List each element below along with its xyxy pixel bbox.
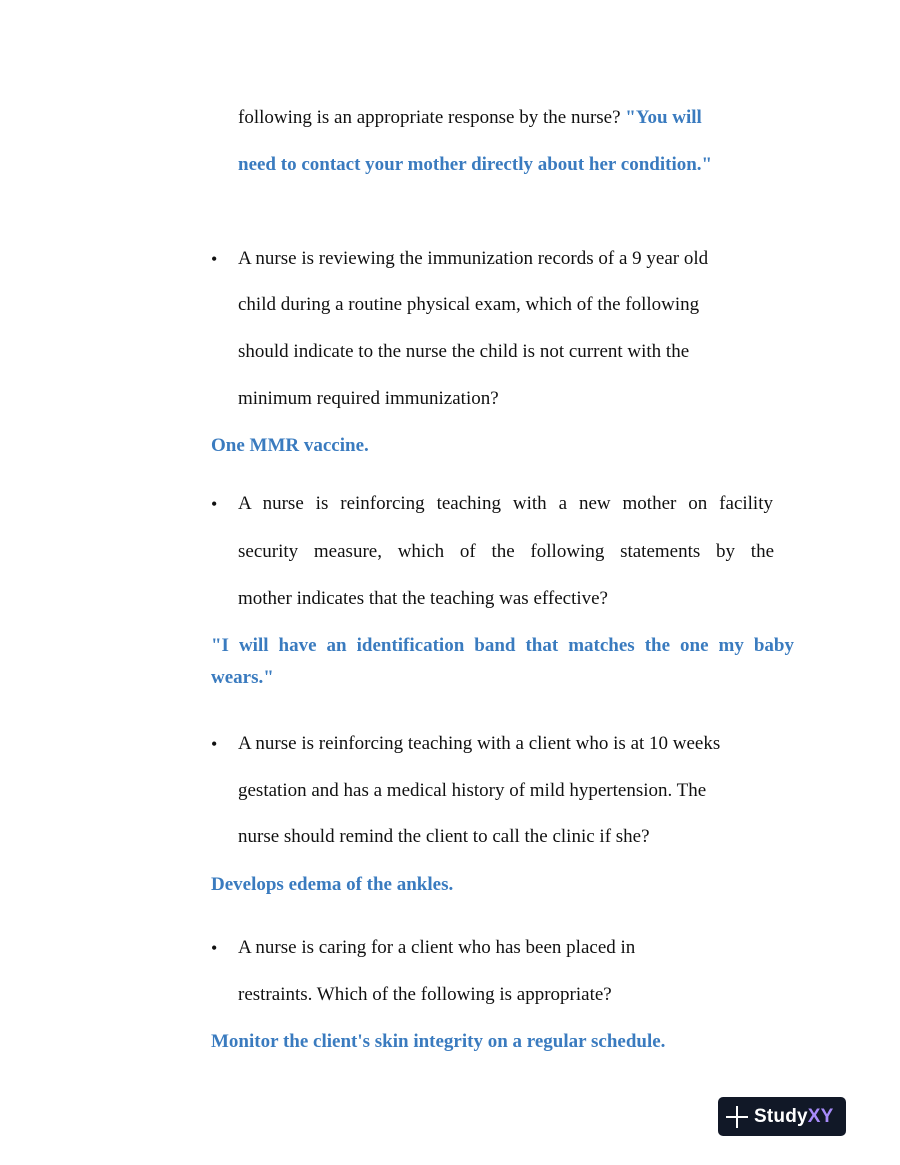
logo-text-accent: XY: [807, 1105, 834, 1127]
bullet-marker: •: [211, 734, 218, 754]
question-text: following is an appropriate response by the nurse?: [238, 107, 621, 128]
answer-text: need to contact your mother directly about her condition.": [238, 154, 713, 175]
question-line: minimum required immunization?: [238, 388, 499, 409]
answer-text: wears.": [211, 667, 274, 688]
bullet-marker: •: [211, 494, 218, 514]
plus-icon: [726, 1106, 748, 1128]
answer-text: One MMR vaccine.: [211, 435, 369, 456]
question-line: restraints. Which of the following is appropriate?: [238, 984, 612, 1005]
answer-text: "I will have an identification band that matches the one my baby: [211, 635, 794, 656]
bullet-marker: •: [211, 249, 218, 269]
answer-text: Develops edema of the ankles.: [211, 874, 454, 895]
answer-text: "You will: [625, 107, 702, 128]
question-line: gestation and has a medical history of mild hypertension. The: [238, 780, 707, 801]
studyxy-logo-badge[interactable]: [718, 1097, 846, 1136]
question-line: [238, 107, 702, 129]
question-line: A nurse is reinforcing teaching with a new mother on facility: [238, 493, 773, 514]
question-line: security measure, which of the following statements by the: [238, 541, 774, 562]
question-line: A nurse is caring for a client who has been placed in: [238, 937, 636, 958]
question-line: A nurse is reviewing the immunization records of a 9 year old: [238, 248, 709, 269]
bullet-marker: •: [211, 938, 218, 958]
question-line: A nurse is reinforcing teaching with a client who is at 10 weeks: [238, 733, 721, 754]
question-line: should indicate to the nurse the child is not current with the: [238, 341, 690, 362]
question-line: mother indicates that the teaching was effective?: [238, 588, 608, 609]
question-line: nurse should remind the client to call the clinic if she?: [238, 826, 650, 847]
answer-text: Monitor the client's skin integrity on a regular schedule.: [211, 1031, 666, 1052]
logo-text: [754, 1106, 834, 1128]
question-line: child during a routine physical exam, which of the following: [238, 294, 700, 315]
logo-text-main: Study: [754, 1105, 808, 1127]
